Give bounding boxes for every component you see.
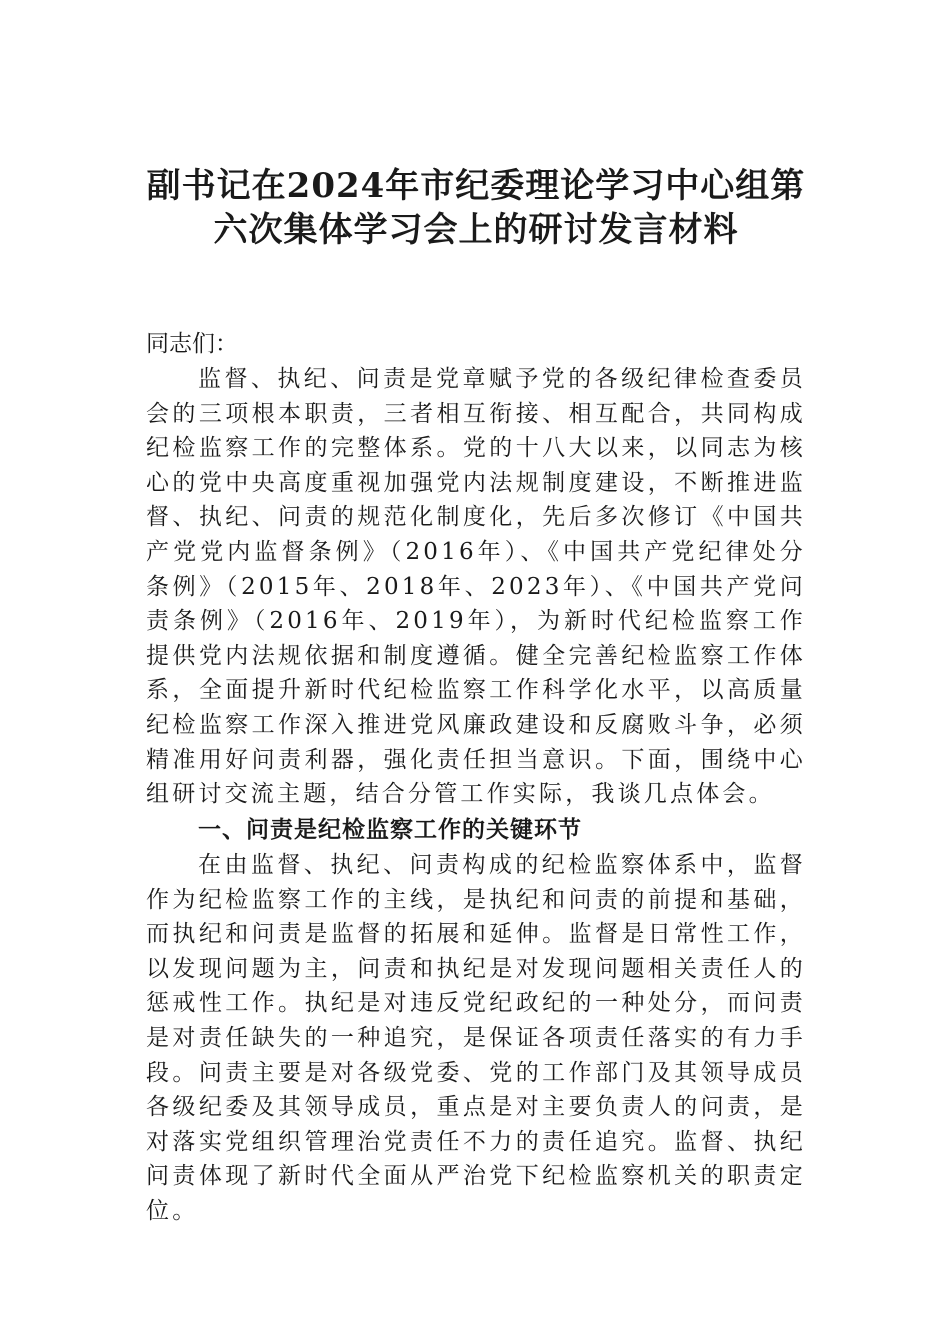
salutation: 同志们： <box>146 331 238 357</box>
document-page <box>146 0 806 1344</box>
body-paragraph-1: 监督、执纪、问责是党章赋予党的各级纪律检查委员会的三项根本职责，三者相互衔接、相互配合，共同构成纪检监察工作的完整体系。党的十八大以来，以同志为核心的党中央高度重视加强党内法规制度建设，不断推进监督、执纪、问责的规范化制度化，先后多次修订《中国共产党党内监督条例》（2016年）、《中国共产党纪律处分条例》（2015年、2018年、2023年）、《中国共产党问责条例》（2016年、2019年），为新时代纪检监察工作提供党内法规依据和制度遵循。健全完善纪检监察工作体系，全面提升新时代纪检监察工作科学化水平，以高质量纪检监察工作深入推进党风廉政建设和反腐败斗争，必须精准用好问责利器，强化责任担当意识。下面，围绕中心组研讨交流主题，结合分管工作实际，我谈几点体会。 <box>146 366 806 808</box>
document-title-line-2: 六次集体学习会上的研讨发言材料 <box>213 210 739 250</box>
body-paragraph-2: 在由监督、执纪、问责构成的纪检监察体系中，监督作为纪检监察工作的主线，是执纪和问责的前提和基础，而执纪和问责是监督的拓展和延伸。监督是日常性工作，以发现问题为主，问责和执纪是对发现问题相关责任人的惩戒性工作。执纪是对违反党纪政纪的一种处分，而问责是对责任缺失的一种追究，是保证各项责任落实的有力手段。问责主要是对各级党委、党的工作部门及其领导成员各级纪委及其领导成员，重点是对主要负责人的问责，是对落实党组织管理治党责任不力的责任追究。监督、执纪问责体现了新时代全面从严治党下纪检监察机关的职责定位。 <box>146 852 806 1224</box>
document-title-line-1: 副书记在2024年市纪委理论学习中心组第 <box>146 166 806 206</box>
section-heading-1: 一、问责是纪检监察工作的关键环节 <box>198 817 582 843</box>
